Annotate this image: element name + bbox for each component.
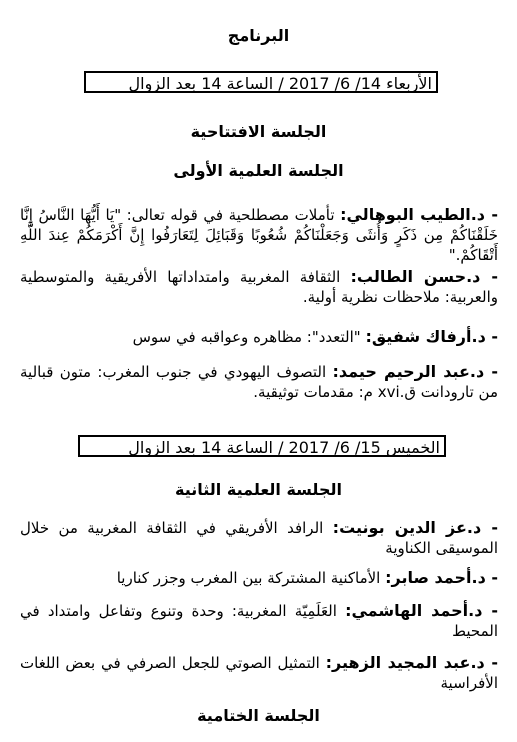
session2-entry-2 — [20, 568, 498, 588]
talk-title: الرافد الأفريقي في الثقافة المغربية من خلال الموسيقى الكناوية — [20, 519, 498, 557]
speaker-name: - د.أحمد الهاشمي: — [345, 601, 498, 620]
speaker-name: - د.أحمد صابر: — [385, 568, 498, 587]
talk-title: التمثيل الصوتي للجعل الصرفي في بعض اللغات الأفراسية — [20, 654, 498, 692]
speaker-name: - د.عبد الرحيم حيمد: — [332, 362, 498, 381]
day2-date-box: الخميس 15/ 6/ 2017 / الساعة 14 بعد الزوال — [78, 435, 446, 457]
opening-session-heading: الجلسة الافتتاحية — [190, 122, 327, 141]
talk-title: العَلَمِيّة المغربية: وحدة وتنوع وتفاعل وامتداد في المحيط — [20, 602, 498, 640]
session1-entry-4 — [20, 362, 498, 402]
session1-entry-1 — [20, 205, 498, 265]
speaker-name: - د.الطيب البوهالي: — [340, 205, 498, 224]
session2-entry-1 — [20, 518, 498, 558]
speaker-name: - د.حسن الطالب: — [350, 267, 498, 286]
page-title: البرنامج — [227, 26, 290, 45]
session2-entry-3 — [20, 601, 498, 641]
speaker-name: - د.عز الدين بونيت: — [332, 518, 498, 537]
talk-title: تأملات مصطلحية في قوله تعالى: "يَا أَيُّهَا النَّاسُ إِنَّا خَلَقْنَاكُمْ مِن ذَكَرٍ وَأُنثَى وَجَعَلْنَاكُمْ شُعُوبًا وَقَبَائِلَ لِتَعَارَفُوا إِنَّ أَكْرَمَكُمْ عِندَ اللَّهِ أَتْقَاكُمْ." — [20, 206, 498, 264]
talk-title: "التعدد": مظاهره وعواقبه في سوس — [132, 328, 361, 346]
session2-entry-4 — [20, 653, 498, 693]
talk-title: التصوف اليهودي في جنوب المغرب: متون قبالية من تارودانت ق.xvi م: مقدمات توثيقية. — [20, 363, 498, 401]
session1-entry-3 — [20, 327, 498, 347]
speaker-name: - د.عبد المجيد الزهير: — [325, 653, 498, 672]
talk-title: الأماكنية المشتركة بين المغرب وجزر كناريا — [116, 569, 381, 587]
day1-date-box: الأربعاء 14/ 6/ 2017 / الساعة 14 بعد الزوال — [84, 71, 438, 93]
closing-session-heading: الجلسة الختامية — [197, 706, 320, 725]
session1-entry-2 — [20, 267, 498, 307]
session1-heading: الجلسة العلمية الأولى — [173, 161, 344, 180]
session2-heading: الجلسة العلمية الثانية — [175, 480, 342, 499]
speaker-name: - د.أرفاك شفيق: — [365, 327, 498, 346]
talk-title: الثقافة المغربية وامتداداتها الأفريقية والمتوسطية والعربية: ملاحظات نظرية أولية. — [20, 268, 498, 306]
